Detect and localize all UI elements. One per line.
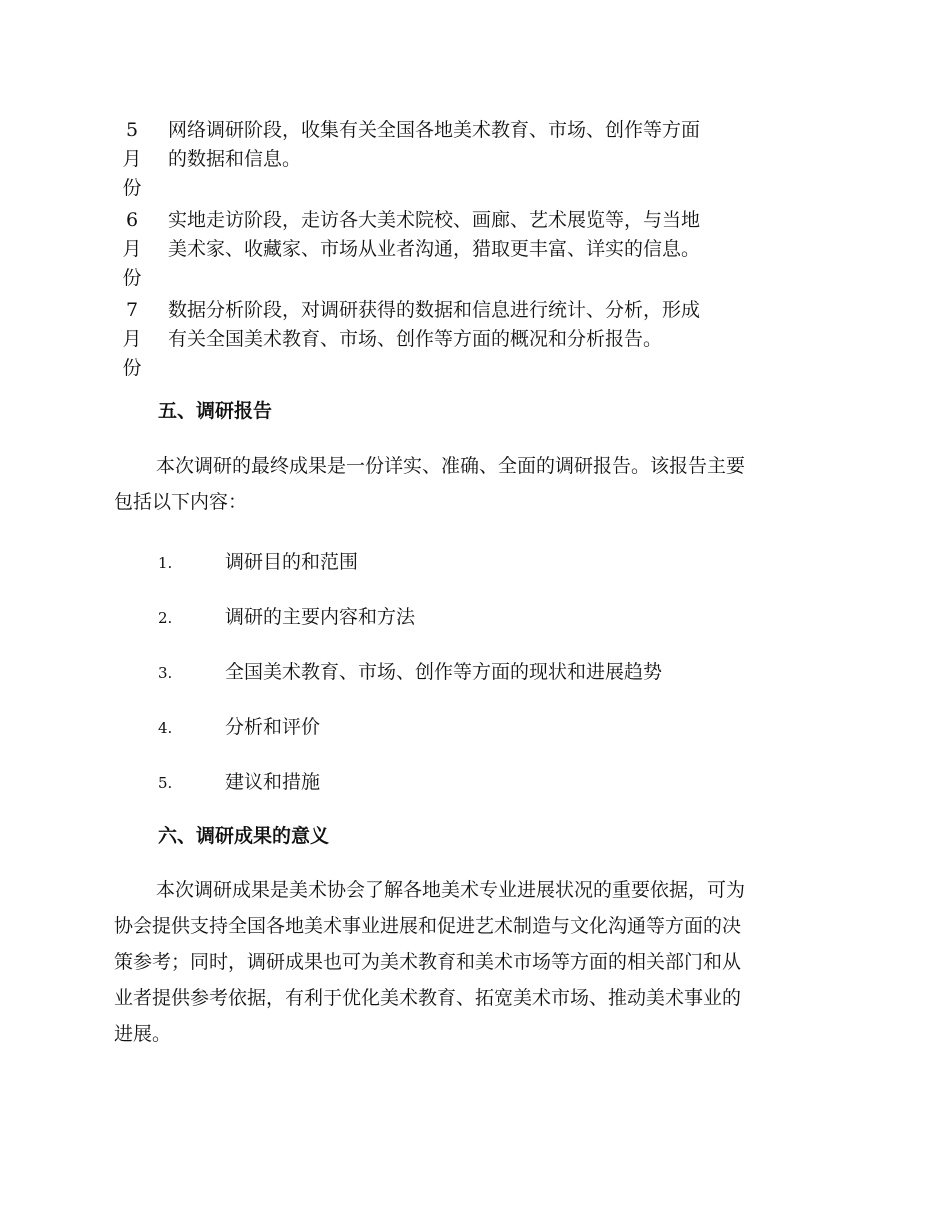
list-text: 全国美术教育、市场、创作等方面的现状和进展趋势 [225,661,663,683]
list-item [158,548,758,576]
schedule-month: 5 月 份 [122,119,142,199]
report-intro-paragraph: 本次调研的最终成果是一份详实、准确、全面的调研报告。该报告主要 包括以下内容： [114,455,746,513]
schedule-row-may [120,116,800,204]
list-number: 1. [158,554,173,572]
schedule-description: 数据分析阶段，对调研获得的数据和信息进行统计、分析，形成 有关全国美术教育、市场、创作等方面的概况和分析报告。 [168,299,701,350]
schedule-description: 实地走访阶段，走访各大美术院校、画廊、艺术展览等，与当地 美术家、收藏家、市场从业者沟通，猎取更丰富、详实的信息。 [168,209,701,260]
schedule-month: 6 月 份 [122,209,142,289]
list-text: 分析和评价 [225,716,321,738]
schedule-row-july [120,296,800,384]
schedule-description: 网络调研阶段，收集有关全国各地美术教育、市场、创作等方面 的数据和信息。 [168,119,701,170]
section-heading-significance: 六、调研成果的意义 [158,825,330,847]
list-number: 5. [158,774,173,792]
list-item [158,713,758,741]
list-text: 调研目的和范围 [225,551,359,573]
list-number: 2. [158,609,173,627]
list-number: 3. [158,664,173,682]
significance-paragraph: 本次调研成果是美术协会了解各地美术专业进展状况的重要依据，可为 协会提供支持全国各地美术事业进展和促进艺术制造与文化沟通等方面的决 策参考；同时，调研成果也可为美术教育和美术市场等方面的相关部门和从 业者提供参考依据，有利于优化美术教育、拓宽美术市场、推动美术事业的 进展。 [114,879,746,1045]
schedule-row-june [120,206,800,294]
list-item [158,658,758,686]
list-text: 建议和措施 [225,771,321,793]
list-item [158,768,758,796]
list-item [158,603,758,631]
list-number: 4. [158,719,173,737]
list-text: 调研的主要内容和方法 [225,606,416,628]
schedule-month: 7 月 份 [122,299,142,379]
section-heading-report: 五、调研报告 [158,400,273,422]
